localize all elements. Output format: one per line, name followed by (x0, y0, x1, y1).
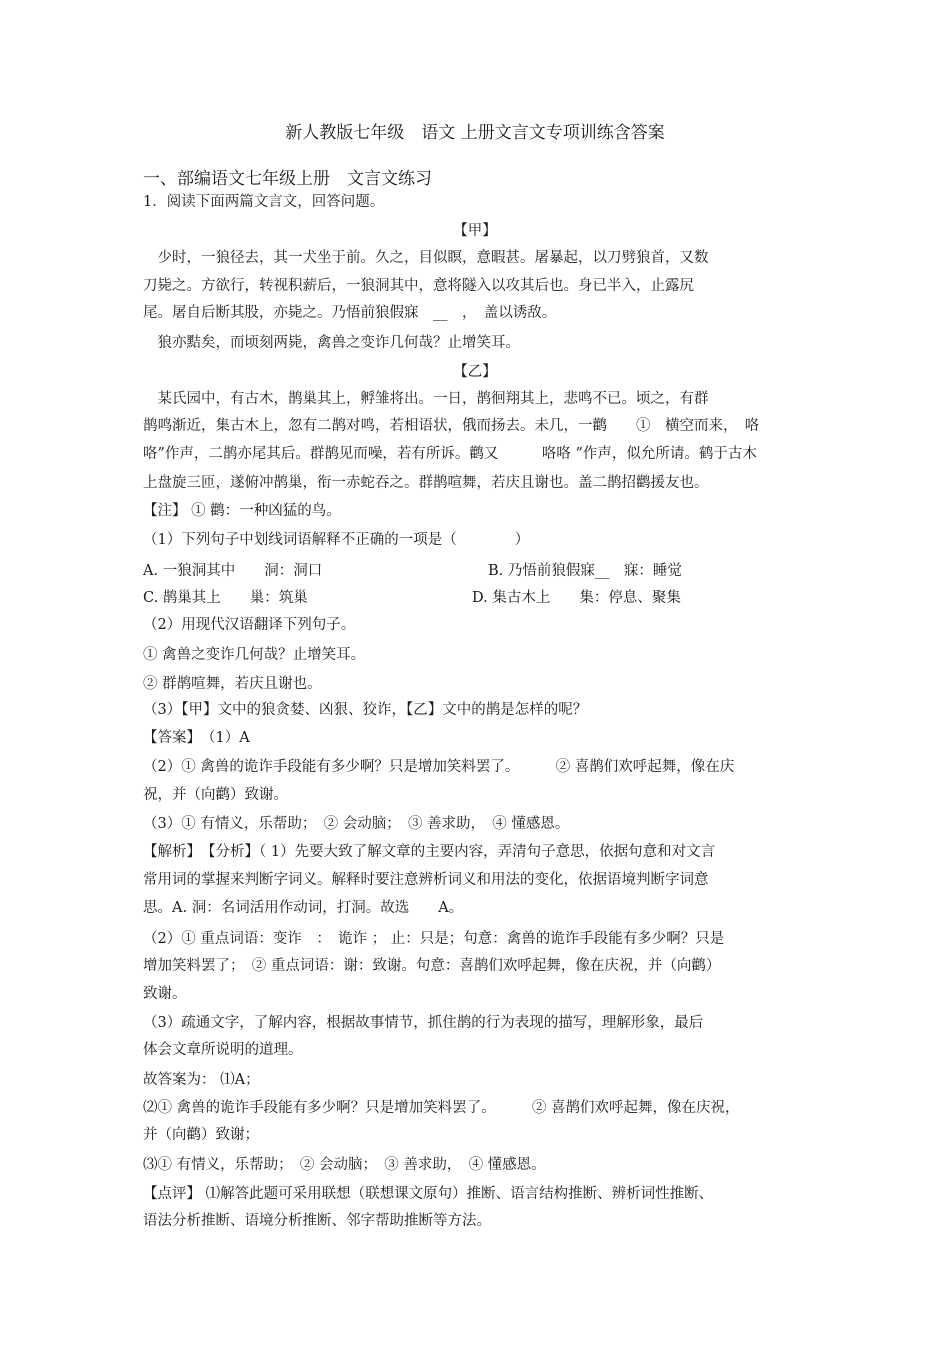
note: 【注】 ① 鹳：一种凶猛的鸟。 (143, 503, 341, 519)
passage-a-line-3: 尾。屠自后断其股，亦毙之。乃悟前狼假寐 __ ， 盖以诱敌。 (143, 305, 557, 321)
passage-a-line-1: 少时，一狼径去，其一犬坐于前。久之，目似瞑，意暇甚。屠暴起，以刀劈狼首，又数 (143, 250, 709, 266)
analysis-line-1: 【解析】 【分析】（ 1）先要大致了解文章的主要内容，弄清句子意思，依据句意和对文言 (143, 844, 716, 860)
question-1: （1）下列句子中划线词语解释不正确的一项是（ ） (143, 532, 530, 548)
analysis-line-6: 致谢。 (143, 986, 187, 1002)
analysis-line-8: 体会文章所说明的道理。 (143, 1042, 303, 1058)
analysis-line-2: 常用词的掌握来判断字词义。解释时要注意辨析词义和用法的变化，依据语境判断字词意 (143, 872, 709, 888)
analysis-line-7: （3）疏通文字，了解内容，根据故事情节，抓住鹊的行为表现的描写，理解形象，最后 (143, 1015, 704, 1031)
comment-line-1: 【点评】 ⑴解答此题可采用联想（联想课文原句）推断、语言结构推断、辨析词性推断、 (143, 1186, 714, 1202)
final-answer-3: ⑶① 有情义，乐帮助； ② 会动脑； ③ 善求助， ④ 懂感恩。 (143, 1157, 546, 1173)
passage-a-line-2: 刀毙之。方欲行，转视积薪后，一狼洞其中，意将隧入以攻其后也。身已半入，止露尻 (143, 278, 694, 294)
final-answer-2-line-1: ⑵① 禽兽的诡诈手段能有多少啊？只是增加笑料罢了。 ② 喜鹊们欢呼起舞，像在庆祝， (143, 1100, 740, 1116)
passage-b-label: 【乙】 (453, 364, 497, 380)
analysis-line-3: 思。A. 洞：名词活用作动词，打洞。故选 A。 (143, 900, 464, 916)
question-2-item-1: ① 禽兽之变诈几何哉？止增笑耳。 (143, 647, 366, 663)
question-3: （3）【甲】文中的狼贪婪、凶狠、狡诈，【乙】文中的鹊是怎样的呢？ (143, 702, 588, 718)
question-intro: 1．阅读下面两篇文言文，回答问题。 (143, 194, 385, 210)
analysis-line-5: 增加笑料罢了； ② 重点词语：谢：致谢。句意：喜鹊们欢呼起舞，像在庆祝，并（向鹳） (143, 958, 721, 974)
passage-b-line-2: 鹊鸣渐近，集古木上，忽有二鹊对鸣，若相语状，俄而扬去。未几，一鹳 ① 横空而来， 咯 (143, 418, 760, 434)
page-title: 新人教版七年级 语文 上册文言文专项训练含答案 (285, 123, 665, 143)
comment-line-2: 语法分析推断、语境分析推断、邻字帮助推断等方法。 (143, 1213, 491, 1229)
question-2-item-2: ② 群鹊喧舞，若庆且谢也。 (143, 676, 322, 692)
option-a: A. 一狼洞其中 洞：洞口 (143, 563, 323, 579)
section-heading: 一、部编语文七年级上册 文言文练习 (143, 169, 432, 189)
passage-b-line-1: 某氏园中，有古木，鹊巢其上，孵雏将出。一日，鹊徊翔其上，悲鸣不已。顷之，有群 (143, 391, 709, 407)
option-d: D. 集古木上 集：停息、聚集 (472, 590, 681, 606)
passage-a-label: 【甲】 (453, 223, 497, 239)
option-c: C. 鹊巢其上 巢：筑巢 (143, 590, 308, 606)
answer-3: （3）① 有情义，乐帮助； ② 会动脑； ③ 善求助， ④ 懂感恩。 (143, 816, 570, 832)
passage-a-line-4: 狼亦黠矣，而顷刻两毙，禽兽之变诈几何哉？止增笑耳。 (143, 335, 520, 351)
final-answer-1: 故答案为： ⑴A； (143, 1072, 260, 1088)
final-answer-2-line-2: 并（向鹳）致谢； (143, 1127, 259, 1143)
answer-heading: 【答案】 （1）A (143, 730, 250, 746)
passage-b-line-4: 上盘旋三匝，遂俯冲鹊巢，衔一赤蛇吞之。群鹊喧舞，若庆且谢也。盖二鹊招鹳援友也。 (143, 475, 709, 491)
answer-2-line-2: 祝，并（向鹳）致谢。 (143, 787, 288, 803)
question-2: （2）用现代汉语翻译下列句子。 (143, 617, 356, 633)
answer-2-line-1: （2）① 禽兽的诡诈手段能有多少啊？只是增加笑料罢了。 ② 喜鹊们欢呼起舞，像在庆 (143, 759, 735, 775)
passage-b-line-3: 咯”作声，二鹊亦尾其后。群鹊见而噪，若有所诉。鹳又 咯咯 ”作声，似允所请。鹤于古木 (143, 446, 757, 462)
analysis-line-4: （2）① 重点词语：变诈 ： 诡诈 ； 止：只是；句意：禽兽的诡诈手段能有多少啊？只是 (143, 931, 725, 947)
option-b: B. 乃悟前狼假寐__ 寐：睡觉 (488, 563, 682, 579)
